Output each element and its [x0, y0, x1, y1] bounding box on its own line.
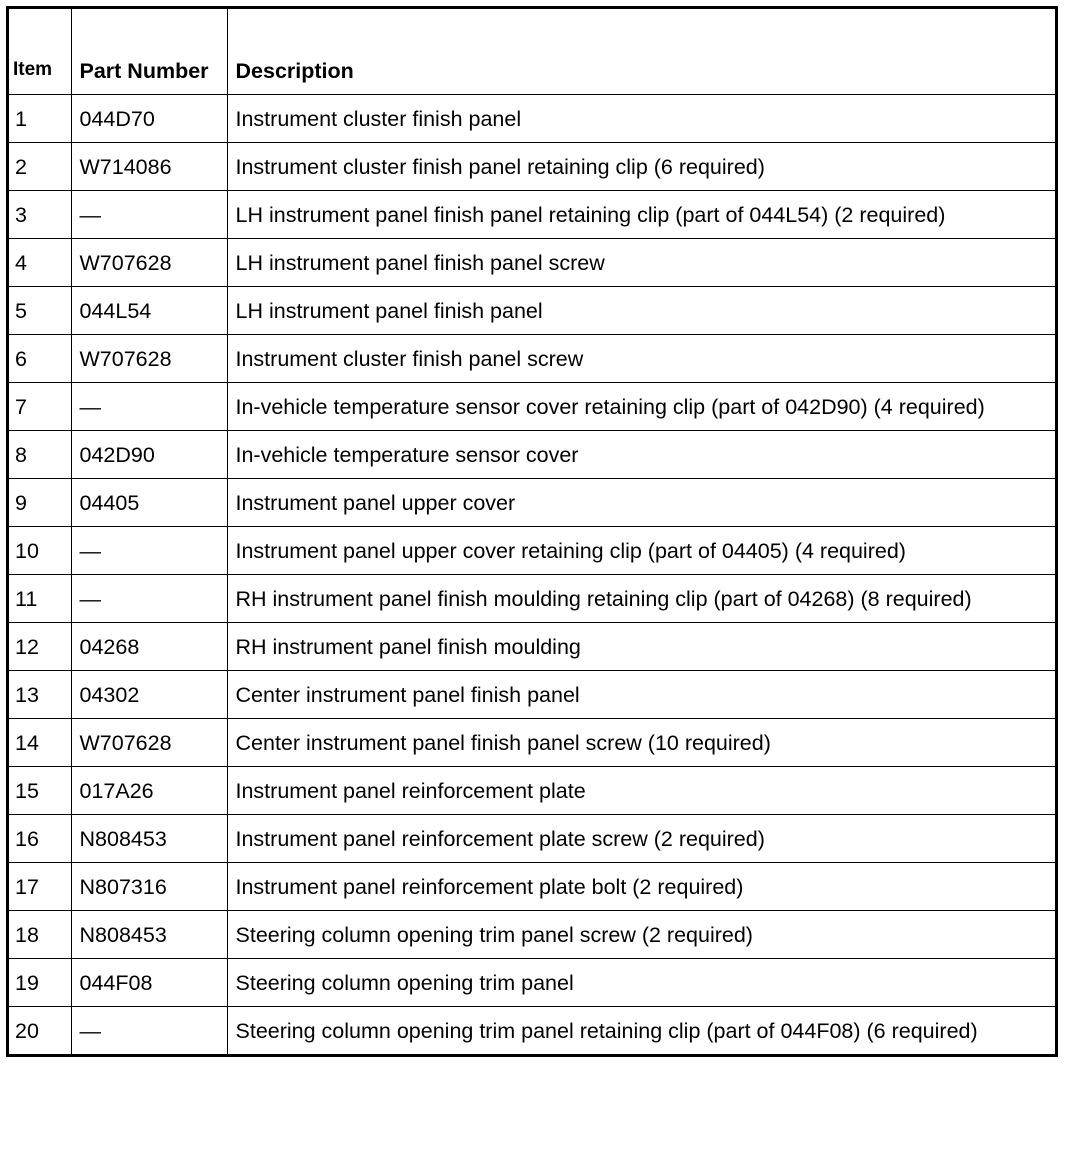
cell-item: 3: [9, 191, 71, 239]
table-row: [9, 623, 1055, 671]
cell-item: 11: [9, 575, 71, 623]
table-row: [9, 767, 1055, 815]
cell-part-number: —: [71, 383, 227, 431]
cell-part-number: W714086: [71, 143, 227, 191]
cell-description: Steering column opening trim panel screw (2 required): [227, 911, 1055, 959]
cell-part-number: N807316: [71, 863, 227, 911]
cell-description: Instrument panel reinforcement plate screw (2 required): [227, 815, 1055, 863]
table-row: [9, 95, 1055, 143]
table-row: [9, 719, 1055, 767]
cell-description: Instrument panel upper cover retaining clip (part of 04405) (4 required): [227, 527, 1055, 575]
cell-description: Instrument cluster finish panel retaining clip (6 required): [227, 143, 1055, 191]
cell-description: In-vehicle temperature sensor cover: [227, 431, 1055, 479]
cell-part-number: 04405: [71, 479, 227, 527]
cell-description: Center instrument panel finish panel: [227, 671, 1055, 719]
cell-item: 8: [9, 431, 71, 479]
header-item: Item: [9, 9, 71, 95]
cell-item: 10: [9, 527, 71, 575]
cell-description: RH instrument panel finish moulding retaining clip (part of 04268) (8 required): [227, 575, 1055, 623]
cell-item: 16: [9, 815, 71, 863]
parts-table-grid: [9, 9, 1055, 1054]
cell-description: LH instrument panel finish panel screw: [227, 239, 1055, 287]
cell-item: 14: [9, 719, 71, 767]
cell-description: In-vehicle temperature sensor cover retaining clip (part of 042D90) (4 required): [227, 383, 1055, 431]
cell-part-number: N808453: [71, 815, 227, 863]
cell-item: 1: [9, 95, 71, 143]
cell-item: 2: [9, 143, 71, 191]
parts-table: [6, 6, 1058, 1057]
cell-item: 18: [9, 911, 71, 959]
header-part-number: Part Number: [71, 9, 227, 95]
table-row: [9, 575, 1055, 623]
cell-description: Center instrument panel finish panel screw (10 required): [227, 719, 1055, 767]
cell-item: 4: [9, 239, 71, 287]
cell-part-number: 044L54: [71, 287, 227, 335]
table-row: [9, 383, 1055, 431]
cell-item: 19: [9, 959, 71, 1007]
table-row: [9, 143, 1055, 191]
cell-description: Instrument cluster finish panel screw: [227, 335, 1055, 383]
table-row: [9, 527, 1055, 575]
cell-part-number: 04268: [71, 623, 227, 671]
table-header-row: [9, 9, 1055, 95]
cell-description: LH instrument panel finish panel retaining clip (part of 044L54) (2 required): [227, 191, 1055, 239]
cell-description: RH instrument panel finish moulding: [227, 623, 1055, 671]
cell-description: Instrument panel reinforcement plate: [227, 767, 1055, 815]
cell-item: 13: [9, 671, 71, 719]
table-row: [9, 239, 1055, 287]
cell-part-number: W707628: [71, 239, 227, 287]
table-row: [9, 671, 1055, 719]
cell-item: 9: [9, 479, 71, 527]
table-row: [9, 815, 1055, 863]
cell-description: Steering column opening trim panel retaining clip (part of 044F08) (6 required): [227, 1007, 1055, 1055]
header-description: Description: [227, 9, 1055, 95]
cell-part-number: N808453: [71, 911, 227, 959]
cell-description: Steering column opening trim panel: [227, 959, 1055, 1007]
table-row: [9, 431, 1055, 479]
cell-part-number: —: [71, 575, 227, 623]
cell-item: 17: [9, 863, 71, 911]
table-row: [9, 911, 1055, 959]
cell-description: Instrument cluster finish panel: [227, 95, 1055, 143]
cell-part-number: 044F08: [71, 959, 227, 1007]
cell-item: 15: [9, 767, 71, 815]
cell-description: Instrument panel upper cover: [227, 479, 1055, 527]
cell-part-number: 04302: [71, 671, 227, 719]
cell-part-number: W707628: [71, 335, 227, 383]
cell-part-number: —: [71, 191, 227, 239]
table-row: [9, 479, 1055, 527]
table-row: [9, 191, 1055, 239]
cell-item: 20: [9, 1007, 71, 1055]
cell-part-number: 044D70: [71, 95, 227, 143]
cell-part-number: —: [71, 1007, 227, 1055]
cell-part-number: W707628: [71, 719, 227, 767]
cell-part-number: 042D90: [71, 431, 227, 479]
table-row: [9, 287, 1055, 335]
cell-part-number: —: [71, 527, 227, 575]
cell-item: 5: [9, 287, 71, 335]
cell-description: Instrument panel reinforcement plate bolt (2 required): [227, 863, 1055, 911]
cell-item: 7: [9, 383, 71, 431]
cell-description: LH instrument panel finish panel: [227, 287, 1055, 335]
table-row: [9, 863, 1055, 911]
cell-part-number: 017A26: [71, 767, 227, 815]
cell-item: 6: [9, 335, 71, 383]
table-row: [9, 335, 1055, 383]
cell-item: 12: [9, 623, 71, 671]
table-row: [9, 1007, 1055, 1055]
table-row: [9, 959, 1055, 1007]
